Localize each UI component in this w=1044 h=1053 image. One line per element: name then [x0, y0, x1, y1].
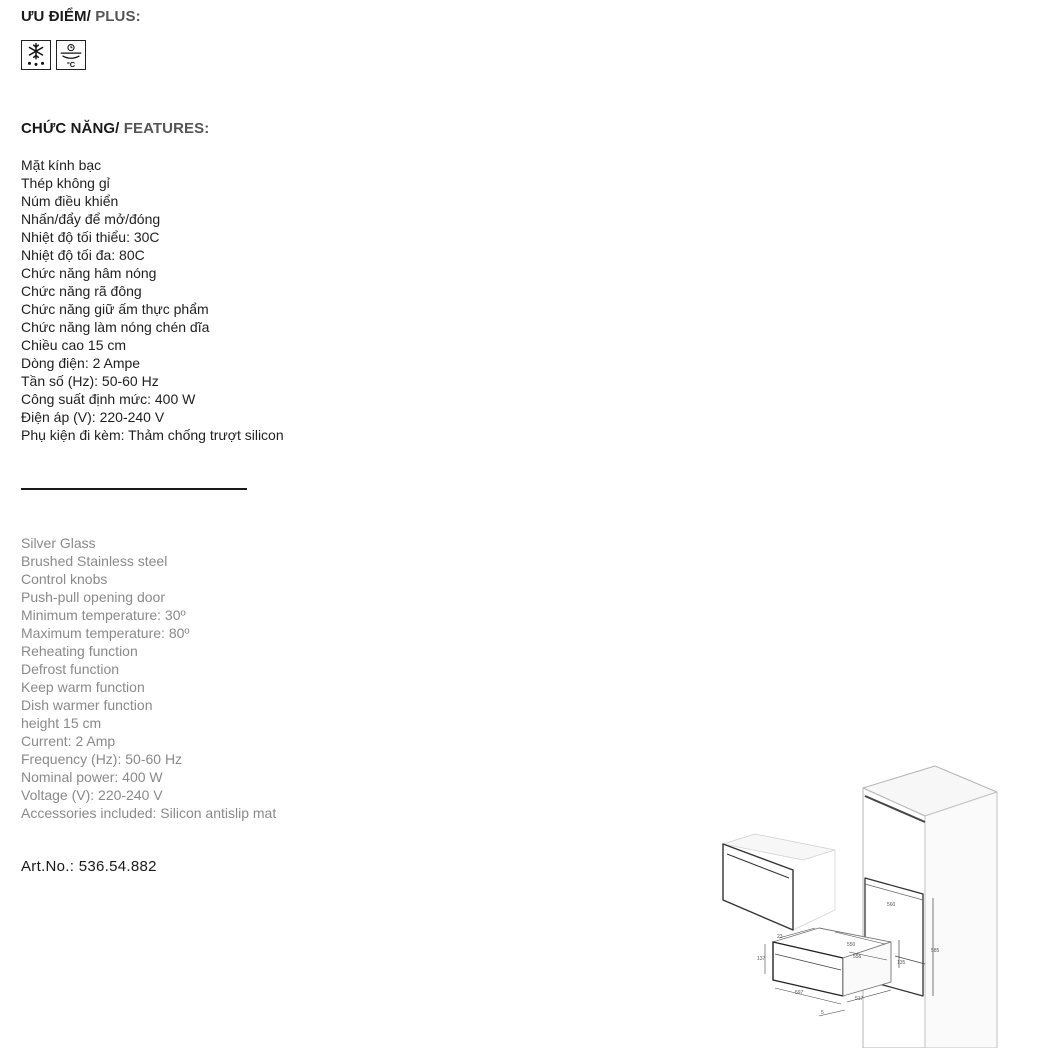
dim-label: 550: [847, 942, 856, 948]
plus-heading-en: PLUS:: [90, 8, 141, 25]
feature-item: Accessories included: Silicon antislip mat: [21, 805, 277, 821]
feature-item: Keep warm function: [21, 679, 145, 695]
feature-item: Chiều cao 15 cm: [21, 337, 127, 353]
feature-item: Công suất định mức: 400 W: [21, 391, 196, 407]
dim-label: 517: [855, 996, 864, 1002]
dim-label: 137: [757, 956, 766, 962]
dim-label: 560: [887, 902, 896, 908]
temperature-plate-icon: [56, 40, 86, 70]
feature-item: Nhiệt độ tối thiểu: 30C: [21, 229, 160, 245]
feature-item: Frequency (Hz): 50-60 Hz: [21, 751, 183, 767]
feature-item: Push-pull opening door: [21, 589, 165, 605]
feature-item: Silver Glass: [21, 535, 96, 551]
article-number: Art.No.: 536.54.882: [21, 858, 157, 875]
feature-item: Nhiệt độ tối đa: 80C: [21, 247, 145, 263]
features-heading: [21, 120, 209, 137]
feature-item: Minimum temperature: 30º: [21, 607, 186, 623]
dim-label: 585: [931, 948, 940, 954]
feature-item: Mặt kính bạc: [21, 157, 102, 173]
installation-diagram: [715, 760, 1015, 1048]
feature-item: Voltage (V): 220-240 V: [21, 787, 163, 803]
dim-label: 556: [853, 954, 862, 960]
features-list-vn: [21, 156, 284, 444]
plus-icons: [21, 40, 86, 70]
feature-item: Tần số (Hz): 50-60 Hz: [21, 373, 159, 389]
plus-heading: [21, 8, 141, 25]
section-divider: [21, 488, 247, 490]
installation-diagram-svg: [715, 760, 1015, 1048]
features-heading-vn: CHỨC NĂNG/: [21, 120, 120, 137]
dim-label: 5: [821, 1010, 824, 1016]
dim-label: 23: [777, 934, 783, 940]
feature-item: Điện áp (V): 220-240 V: [21, 409, 165, 425]
svg-text:°C: °C: [66, 60, 76, 69]
feature-item: Brushed Stainless steel: [21, 553, 168, 569]
feature-item: Nhấn/đẩy để mở/đóng: [21, 211, 161, 227]
feature-item: Chức năng giữ ấm thực phẩm: [21, 301, 209, 317]
feature-item: Chức năng hâm nóng: [21, 265, 157, 281]
features-heading-en: FEATURES:: [119, 120, 210, 137]
feature-item: Chức năng rã đông: [21, 283, 142, 299]
feature-item: Phụ kiện đi kèm: Thảm chống trượt silicon: [21, 427, 284, 443]
feature-item: Thép không gỉ: [21, 175, 110, 191]
dim-label: 597: [795, 990, 804, 996]
defrost-snowflake-icon: [21, 40, 51, 70]
feature-item: Núm điều khiển: [21, 193, 119, 209]
feature-item: height 15 cm: [21, 715, 102, 731]
feature-item: Chức năng làm nóng chén dĩa: [21, 319, 210, 335]
feature-item: Maximum temperature: 80º: [21, 625, 190, 641]
feature-item: Current: 2 Amp: [21, 733, 116, 749]
features-list-en: [21, 534, 276, 822]
feature-item: Dish warmer function: [21, 697, 153, 713]
feature-item: Dòng điện: 2 Ampe: [21, 355, 141, 371]
feature-item: Control knobs: [21, 571, 108, 587]
feature-item: Nominal power: 400 W: [21, 769, 163, 785]
plus-heading-vn: ƯU ĐIỂM/: [21, 8, 91, 25]
feature-item: Defrost function: [21, 661, 120, 677]
dim-label: 135: [897, 960, 906, 966]
feature-item: Reheating function: [21, 643, 138, 659]
